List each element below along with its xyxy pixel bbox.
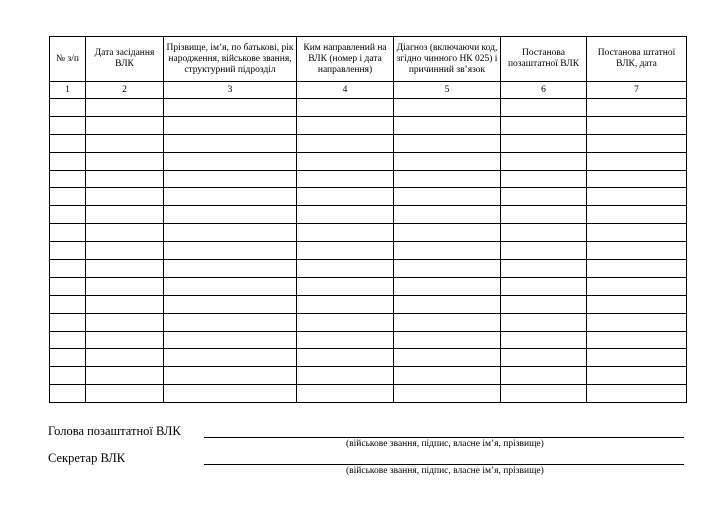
table-cell[interactable] xyxy=(501,170,587,188)
table-cell[interactable] xyxy=(587,331,687,349)
table-cell[interactable] xyxy=(164,99,297,117)
table-cell[interactable] xyxy=(587,224,687,242)
table-cell[interactable] xyxy=(587,277,687,295)
column-number: 1 xyxy=(50,82,86,99)
table-cell[interactable] xyxy=(297,134,394,152)
secretary-signature-line[interactable] xyxy=(204,464,684,465)
table-cell[interactable] xyxy=(501,224,587,242)
table-cell[interactable] xyxy=(164,224,297,242)
table-cell[interactable] xyxy=(86,242,164,260)
table-row xyxy=(50,170,687,188)
table-cell[interactable] xyxy=(297,116,394,134)
table-cell[interactable] xyxy=(587,295,687,313)
table-cell[interactable] xyxy=(86,295,164,313)
head-signature-line[interactable] xyxy=(204,437,684,438)
table-cell[interactable] xyxy=(50,277,86,295)
table-cell[interactable] xyxy=(164,170,297,188)
table-cell[interactable] xyxy=(50,260,86,278)
table-cell[interactable] xyxy=(297,188,394,206)
table-cell[interactable] xyxy=(50,295,86,313)
col-header-diagnosis: Діагноз (включаючи код, згідно чинного НК 025) і причинний зв’язок xyxy=(394,37,501,82)
table-cell[interactable] xyxy=(297,170,394,188)
column-number: 4 xyxy=(297,82,394,99)
table-cell[interactable] xyxy=(501,242,587,260)
table-cell[interactable] xyxy=(164,242,297,260)
table-cell[interactable] xyxy=(297,295,394,313)
vlk-register-table xyxy=(49,36,687,403)
table-row xyxy=(50,260,687,278)
table-cell[interactable] xyxy=(394,295,501,313)
column-number: 6 xyxy=(501,82,587,99)
table-cell[interactable] xyxy=(50,224,86,242)
table-row xyxy=(50,152,687,170)
table-cell[interactable] xyxy=(86,277,164,295)
table-cell[interactable] xyxy=(50,349,86,367)
table-cell[interactable] xyxy=(501,188,587,206)
table-cell[interactable] xyxy=(50,331,86,349)
table-cell[interactable] xyxy=(501,206,587,224)
table-cell[interactable] xyxy=(587,152,687,170)
table-cell[interactable] xyxy=(164,116,297,134)
table-cell[interactable] xyxy=(297,206,394,224)
table-cell[interactable] xyxy=(501,260,587,278)
table-cell[interactable] xyxy=(164,277,297,295)
table-row xyxy=(50,277,687,295)
table-cell[interactable] xyxy=(297,313,394,331)
table-cell[interactable] xyxy=(50,134,86,152)
table-row xyxy=(50,385,687,403)
table-cell[interactable] xyxy=(164,349,297,367)
table-cell[interactable] xyxy=(501,116,587,134)
table-cell[interactable] xyxy=(86,224,164,242)
table-cell[interactable] xyxy=(501,349,587,367)
table-cell[interactable] xyxy=(587,242,687,260)
table-cell[interactable] xyxy=(297,331,394,349)
column-number: 3 xyxy=(164,82,297,99)
table-row xyxy=(50,313,687,331)
table-cell[interactable] xyxy=(394,313,501,331)
table-cell[interactable] xyxy=(394,367,501,385)
table-cell[interactable] xyxy=(587,385,687,403)
table-cell[interactable] xyxy=(394,277,501,295)
table-cell[interactable] xyxy=(86,170,164,188)
table-cell[interactable] xyxy=(501,385,587,403)
table-cell[interactable] xyxy=(394,152,501,170)
head-signature-block xyxy=(48,424,684,454)
table-cell[interactable] xyxy=(50,206,86,224)
table-cell[interactable] xyxy=(164,385,297,403)
table-row xyxy=(50,99,687,117)
table-cell[interactable] xyxy=(394,170,501,188)
table-cell[interactable] xyxy=(50,367,86,385)
table-cell[interactable] xyxy=(501,295,587,313)
table-cell[interactable] xyxy=(297,152,394,170)
header-row xyxy=(50,37,687,82)
table-cell[interactable] xyxy=(297,277,394,295)
table-cell[interactable] xyxy=(86,331,164,349)
table-cell[interactable] xyxy=(164,188,297,206)
table-row xyxy=(50,242,687,260)
table-cell[interactable] xyxy=(587,206,687,224)
table-cell[interactable] xyxy=(501,313,587,331)
table-cell[interactable] xyxy=(86,367,164,385)
table-cell[interactable] xyxy=(297,260,394,278)
col-header-staff-decision: Постанова штатної ВЛК, дата xyxy=(587,37,687,82)
table-cell[interactable] xyxy=(297,242,394,260)
table-cell[interactable] xyxy=(587,170,687,188)
column-number: 7 xyxy=(587,82,687,99)
table-cell[interactable] xyxy=(297,367,394,385)
col-header-number: № з/п xyxy=(50,37,86,82)
column-number: 5 xyxy=(394,82,501,99)
table-cell[interactable] xyxy=(86,99,164,117)
table-cell[interactable] xyxy=(50,99,86,117)
table-row xyxy=(50,224,687,242)
col-header-referral: Ким направлений на ВЛК (номер і дата направлення) xyxy=(297,37,394,82)
table-cell[interactable] xyxy=(587,188,687,206)
table-cell[interactable] xyxy=(587,99,687,117)
table-row xyxy=(50,349,687,367)
col-header-date: Дата засідання ВЛК xyxy=(86,37,164,82)
column-number: 2 xyxy=(86,82,164,99)
table-cell[interactable] xyxy=(297,385,394,403)
column-number-row xyxy=(50,82,687,99)
table-cell[interactable] xyxy=(297,99,394,117)
secretary-signature-hint: (військове звання, підпис, власне ім’я, прізвище) xyxy=(346,466,544,476)
table-cell[interactable] xyxy=(86,188,164,206)
table-cell[interactable] xyxy=(394,260,501,278)
table-cell[interactable] xyxy=(86,152,164,170)
col-header-person: Прізвище, ім’я, по батькові, рік народження, військове звання, структурний підрозділ xyxy=(164,37,297,82)
table-cell[interactable] xyxy=(587,116,687,134)
table-cell[interactable] xyxy=(164,152,297,170)
table-cell[interactable] xyxy=(164,260,297,278)
table-cell[interactable] xyxy=(394,224,501,242)
table-cell[interactable] xyxy=(587,349,687,367)
table-cell[interactable] xyxy=(394,331,501,349)
table-cell[interactable] xyxy=(164,331,297,349)
table-cell[interactable] xyxy=(587,367,687,385)
table-row xyxy=(50,295,687,313)
table-row xyxy=(50,367,687,385)
table-cell[interactable] xyxy=(86,260,164,278)
secretary-signature-block xyxy=(48,451,684,481)
table-cell[interactable] xyxy=(164,367,297,385)
table-cell[interactable] xyxy=(50,188,86,206)
table-cell[interactable] xyxy=(164,206,297,224)
table-cell[interactable] xyxy=(394,385,501,403)
table-cell[interactable] xyxy=(164,313,297,331)
table-cell[interactable] xyxy=(297,224,394,242)
table-cell[interactable] xyxy=(50,152,86,170)
table-cell[interactable] xyxy=(587,260,687,278)
table-cell[interactable] xyxy=(86,116,164,134)
table-cell[interactable] xyxy=(50,116,86,134)
table-cell[interactable] xyxy=(297,349,394,367)
table-cell[interactable] xyxy=(86,349,164,367)
table-cell[interactable] xyxy=(50,170,86,188)
table-cell[interactable] xyxy=(587,134,687,152)
head-label: Голова позаштатної ВЛК xyxy=(48,424,181,438)
table-cell[interactable] xyxy=(501,152,587,170)
table-cell[interactable] xyxy=(394,188,501,206)
table-cell[interactable] xyxy=(86,313,164,331)
table-row xyxy=(50,134,687,152)
table-cell[interactable] xyxy=(164,295,297,313)
table-cell[interactable] xyxy=(587,313,687,331)
table-cell[interactable] xyxy=(50,242,86,260)
table-cell[interactable] xyxy=(394,99,501,117)
table-cell[interactable] xyxy=(164,134,297,152)
col-header-nonstaff-decision: Постанова позаштатної ВЛК xyxy=(501,37,587,82)
table-cell[interactable] xyxy=(501,331,587,349)
table-cell[interactable] xyxy=(394,134,501,152)
table-cell[interactable] xyxy=(501,134,587,152)
table-row xyxy=(50,206,687,224)
table-cell[interactable] xyxy=(394,242,501,260)
table-cell[interactable] xyxy=(394,116,501,134)
table-cell[interactable] xyxy=(86,385,164,403)
head-signature-hint: (військове звання, підпис, власне ім’я, прізвище) xyxy=(346,439,544,449)
secretary-label: Секретар ВЛК xyxy=(48,451,126,465)
table-cell[interactable] xyxy=(50,313,86,331)
table-cell[interactable] xyxy=(86,206,164,224)
table-cell[interactable] xyxy=(501,99,587,117)
table-cell[interactable] xyxy=(86,134,164,152)
table-cell[interactable] xyxy=(394,206,501,224)
table-cell[interactable] xyxy=(50,385,86,403)
table-row xyxy=(50,116,687,134)
table-row xyxy=(50,331,687,349)
table-cell[interactable] xyxy=(501,277,587,295)
table-row xyxy=(50,188,687,206)
table-cell[interactable] xyxy=(501,367,587,385)
table-cell[interactable] xyxy=(394,349,501,367)
